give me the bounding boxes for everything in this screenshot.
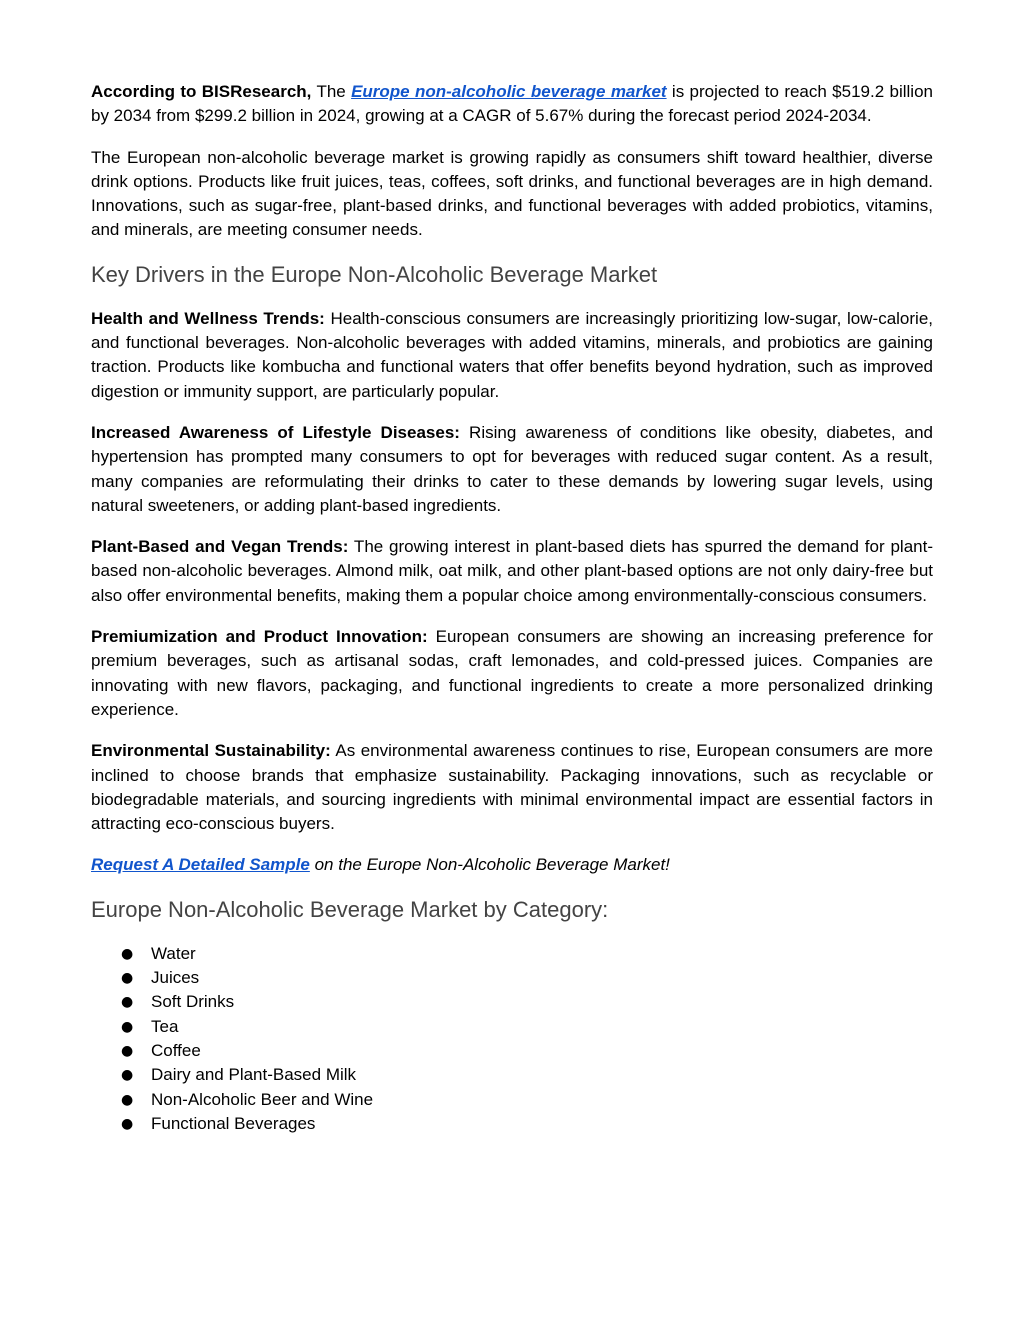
- driver-paragraph: [91, 535, 933, 608]
- document-page: [91, 80, 933, 1136]
- list-item: [91, 1112, 933, 1136]
- driver-paragraph: [91, 307, 933, 404]
- overview-paragraph: The European non-alcoholic beverage market is growing rapidly as consumers shift toward healthier, diverse drink options. Products like fruit juices, teas, coffees, soft drinks, and functional beverages are in high demand. Innovations, such as sugar-free, plant-based drinks, and functional beverages with added probiotics, vitamins, and minerals, are meeting consumer needs.: [91, 147, 933, 240]
- bullet-icon: ●: [121, 994, 134, 1011]
- driver-paragraph: [91, 739, 933, 836]
- intro-post-link: is projected to reach $519.2 billion by 2034 from $299.2 billion in 2024, growing at a CAGR of 5.67% during the forecast period 2024-2034.: [91, 82, 933, 126]
- driver-paragraph: [91, 421, 933, 518]
- list-item: [91, 990, 933, 1014]
- driver-title: Health and Wellness Trends:: [91, 308, 325, 328]
- intro-pre-link: The: [311, 82, 352, 101]
- driver-title: Premiumization and Product Innovation:: [91, 627, 428, 647]
- driver-text: As environmental awareness continues to rise, European consumers are more inclined to choose brands that emphasize sustainability. Packaging innovations, such as recyclable or biodegradable materials, and sourcing ingredients with minimal environmental impact are essential factors in attracting eco-conscious buyers.: [91, 741, 933, 834]
- list-item-label: Coffee: [151, 1040, 201, 1060]
- market-report-link[interactable]: Europe non-alcoholic beverage market: [351, 82, 667, 101]
- list-item-label: Water: [151, 943, 196, 963]
- driver-text: Health-conscious consumers are increasingly prioritizing low-sugar, low-calorie, and functional beverages. Non-alcoholic beverages with added vitamins, minerals, and probiotics are gaining traction. Products like kombucha and functional waters that offer benefits beyond hydration, such as improved digestion or immunity support, are particularly popular.: [91, 308, 934, 401]
- driver-text: The growing interest in plant-based diets has spurred the demand for plant-based non-alcoholic beverages. Almond milk, oat milk, and other plant-based options are not only dairy-free but also offer environmental benefits, making them a popular choice among environmentally-conscious consumers.: [91, 537, 933, 605]
- list-item: [91, 966, 933, 990]
- list-item-label: Dairy and Plant-Based Milk: [151, 1065, 357, 1085]
- list-item-label: Non-Alcoholic Beer and Wine: [151, 1089, 374, 1109]
- intro-paragraph: [91, 80, 933, 129]
- bullet-icon: ●: [121, 1067, 134, 1084]
- list-item-label: Tea: [151, 1016, 179, 1036]
- bullet-icon: ●: [121, 1091, 134, 1108]
- list-item: [91, 1088, 933, 1112]
- list-item-label: Functional Beverages: [151, 1113, 316, 1133]
- bullet-icon: ●: [121, 1042, 134, 1059]
- bullet-icon: ●: [121, 1018, 134, 1035]
- driver-text: Rising awareness of conditions like obesity, diabetes, and hypertension has prompted many consumers to opt for beverages with reduced sugar content. As a result, many companies are reformulating their drinks to cater to these demands by lowering sugar levels, using natural sweeteners, or adding plant-based ingredients.: [91, 422, 933, 515]
- cta-text: on the Europe Non-Alcoholic Beverage Market!: [309, 855, 670, 875]
- driver-title: Increased Awareness of Lifestyle Diseases:: [91, 422, 460, 442]
- list-item: [91, 1015, 933, 1039]
- intro-lead: According to BISResearch,: [91, 82, 312, 101]
- driver-paragraph: [91, 625, 933, 722]
- request-sample-link[interactable]: Request A Detailed Sample: [91, 855, 310, 875]
- list-item: [91, 1039, 933, 1063]
- list-item: [91, 942, 933, 966]
- driver-title: Plant-Based and Vegan Trends:: [91, 537, 349, 557]
- driver-text: European consumers are showing an increasing preference for premium beverages, such as artisanal sodas, craft lemonades, and cold-pressed juices. Companies are innovating with new flavors, packaging, and functional ingredients to create a more personalized drinking experience.: [91, 627, 933, 719]
- list-item: [91, 1063, 933, 1087]
- driver-title: Environmental Sustainability:: [91, 741, 331, 761]
- category-list: [91, 942, 933, 1136]
- list-item-label: Soft Drinks: [151, 992, 235, 1012]
- bullet-icon: ●: [121, 1115, 134, 1132]
- bullet-icon: ●: [121, 970, 134, 987]
- sample-request-paragraph: [91, 853, 933, 877]
- bullet-icon: ●: [121, 945, 134, 962]
- categories-heading: Europe Non-Alcoholic Beverage Market by Category:: [91, 896, 609, 922]
- drivers-heading: Key Drivers in the Europe Non-Alcoholic Beverage Market: [91, 261, 658, 287]
- list-item-label: Juices: [151, 968, 200, 988]
